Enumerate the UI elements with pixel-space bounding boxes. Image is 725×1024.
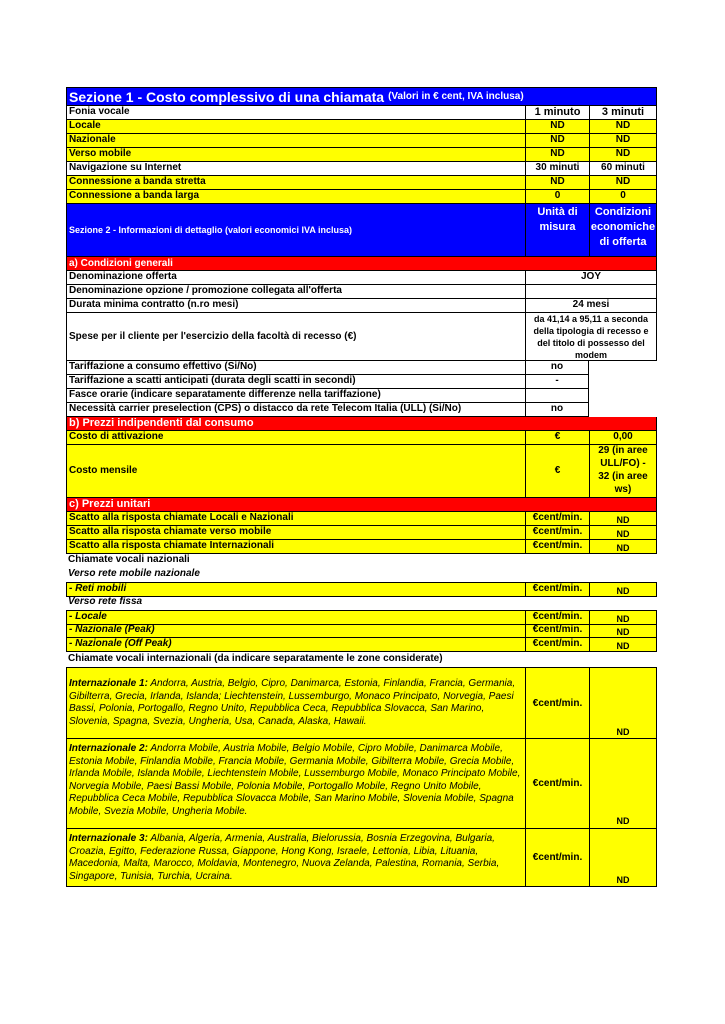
section-2-header bbox=[66, 204, 657, 257]
col-3-minutes: 3 minuti bbox=[589, 106, 657, 120]
internazionale-3-text: Albania, Algeria, Armenia, Australia, Bielorussia, Bosnia Erzegovina, Bulgaria, Croazia, Egitto, Federazione Russa, Giappone, Hong Kong, Israele, Lettonia, Libia, Lituania, Macedonia, Malta, Marocco, Moldavia, Montenegro, Nuova Zelanda, Palestina, Romania, Serbia, Singapore, Tunisia, Turchia, Ucraina. bbox=[69, 833, 500, 882]
attivazione-row bbox=[66, 430, 657, 444]
attivazione-unit: € bbox=[525, 431, 589, 445]
attivazione-value: 0,00 bbox=[589, 431, 657, 445]
fissa-unit: €cent/min. bbox=[525, 611, 589, 625]
scatto-row bbox=[66, 526, 657, 540]
fissa-unit: €cent/min. bbox=[525, 624, 589, 638]
scatto-unit: €cent/min. bbox=[525, 526, 589, 540]
section-1-header bbox=[66, 87, 657, 106]
verso-fissa-heading-row bbox=[66, 596, 657, 610]
cps-empty bbox=[589, 403, 657, 417]
section-1-note: (Valori in € cent, IVA inclusa) bbox=[388, 91, 524, 102]
scatto-value: ND bbox=[589, 512, 657, 526]
internazionale-2-unit: €cent/min. bbox=[525, 739, 589, 828]
tariff-consumo-empty bbox=[589, 361, 657, 375]
fonia-label: Fonia vocale bbox=[66, 106, 525, 120]
fissa-unit: €cent/min. bbox=[525, 638, 589, 652]
nav-header-row bbox=[66, 162, 657, 176]
internazionale-1-unit: €cent/min. bbox=[525, 668, 589, 739]
internazionale-1-value: ND bbox=[589, 668, 657, 739]
tariff-sheet bbox=[66, 87, 657, 887]
fissa-value: ND bbox=[589, 624, 657, 638]
row-value-1: ND bbox=[525, 176, 589, 190]
opzione-row bbox=[66, 285, 657, 299]
fonia-header-row bbox=[66, 106, 657, 120]
mensile-unit: € bbox=[525, 444, 589, 498]
internazionale-1-desc bbox=[66, 668, 525, 739]
fasce-value bbox=[525, 389, 589, 403]
fissa-label: - Locale bbox=[66, 611, 525, 625]
opzione-label: Denominazione opzione / promozione collegata all'offerta bbox=[66, 285, 525, 299]
verso-mobile-heading-row bbox=[66, 568, 657, 582]
denominazione-value: JOY bbox=[525, 271, 657, 285]
row-value-1: 0 bbox=[525, 190, 589, 204]
row-value-2: 0 bbox=[589, 190, 657, 204]
reti-mobili-label: - Reti mobili bbox=[66, 583, 525, 597]
scatto-label: Scatto alla risposta chiamate Internazionali bbox=[66, 540, 525, 554]
cps-row bbox=[66, 403, 657, 417]
row-value-2: ND bbox=[589, 134, 657, 148]
mensile-value: 29 (in aree ULL/FO) - 32 (in aree ws) bbox=[589, 444, 657, 498]
row-value-2: ND bbox=[589, 120, 657, 134]
fissa-label: - Nazionale (Off Peak) bbox=[66, 638, 525, 652]
row-label: Connessione a banda larga bbox=[66, 190, 525, 204]
verso-mobile-heading: Verso rete mobile nazionale bbox=[68, 568, 200, 579]
fonia-row bbox=[66, 148, 657, 162]
spese-label: Spese per il cliente per l'esercizio della facoltà di recesso (€) bbox=[66, 313, 525, 361]
internazionali-heading: Chiamate vocali internazionali (da indicare separatamente le zone considerate) bbox=[68, 653, 443, 664]
scatto-row bbox=[66, 512, 657, 526]
internazionale-2-row bbox=[66, 739, 657, 829]
internazionale-2-label: Internazionale 2: bbox=[69, 743, 148, 754]
nav-row bbox=[66, 190, 657, 204]
durata-label: Durata minima contratto (n.ro mesi) bbox=[66, 299, 525, 313]
tariff-consumo-value: no bbox=[525, 361, 589, 375]
fonia-row bbox=[66, 134, 657, 148]
internazionale-1-label: Internazionale 1: bbox=[69, 678, 148, 689]
tariff-consumo-row bbox=[66, 361, 657, 375]
row-label: Connessione a banda stretta bbox=[66, 176, 525, 190]
fasce-row bbox=[66, 389, 657, 403]
internazionale-2-value: ND bbox=[589, 739, 657, 828]
spese-value: da 41,14 a 95,11 a seconda della tipologia di recesso e del titolo di possesso del modem bbox=[525, 313, 657, 361]
col-60-minutes: 60 minuti bbox=[589, 162, 657, 176]
spese-row bbox=[66, 313, 657, 361]
nazionali-heading-row bbox=[66, 554, 657, 568]
internazionale-3-label: Internazionale 3: bbox=[69, 833, 148, 844]
internazionali-heading-row bbox=[66, 652, 657, 667]
col-1-minute: 1 minuto bbox=[525, 106, 589, 120]
tariff-scatti-value: - bbox=[525, 375, 589, 389]
fissa-row bbox=[66, 638, 657, 652]
reti-mobili-value: ND bbox=[589, 583, 657, 597]
row-label: Locale bbox=[66, 120, 525, 134]
nav-row bbox=[66, 176, 657, 190]
fasce-label: Fasce orarie (indicare separatamente differenze nella tariffazione) bbox=[66, 389, 525, 403]
fonia-row bbox=[66, 120, 657, 134]
tariff-scatti-empty bbox=[589, 375, 657, 389]
nav-label: Navigazione su Internet bbox=[66, 162, 525, 176]
section-b-header: b) Prezzi indipendenti dal consumo bbox=[66, 417, 657, 430]
mensile-row bbox=[66, 444, 657, 498]
row-value-1: ND bbox=[525, 148, 589, 162]
row-label: Verso mobile bbox=[66, 148, 525, 162]
section-1-title: Sezione 1 - Costo complessivo di una chiamata bbox=[69, 88, 385, 105]
internazionale-3-row bbox=[66, 829, 657, 887]
cps-label: Necessità carrier preselection (CPS) o distacco da rete Telecom Italia (ULL) (Si/No) bbox=[66, 403, 525, 417]
scatto-value: ND bbox=[589, 540, 657, 554]
fissa-row bbox=[66, 624, 657, 638]
durata-value: 24 mesi bbox=[525, 299, 657, 313]
fissa-value: ND bbox=[589, 638, 657, 652]
section-c-header: c) Prezzi unitari bbox=[66, 498, 657, 512]
col-condizioni: Condizioni economiche di offerta bbox=[589, 204, 657, 257]
internazionale-1-text: Andorra, Austria, Belgio, Cipro, Danimarca, Estonia, Finlandia, Francia, Germania, Gibilterra, Grecia, Irlanda, Islanda; Liechtenstein, Lussemburgo, Monaco Principato, Norvegia, Paesi Bassi, Polonia, Portogallo, Regno Unito, Repubblica Ceca, Repubblica Slovacca, San Marino, Slovenia, Spagna, Svezia, Ungheria, Usa, Canada, Alaska, Hawaii. bbox=[69, 678, 516, 727]
internazionale-1-row bbox=[66, 667, 657, 739]
row-value-2: ND bbox=[589, 176, 657, 190]
reti-mobili-row bbox=[66, 582, 657, 596]
attivazione-label: Costo di attivazione bbox=[66, 431, 525, 445]
row-value-1: ND bbox=[525, 120, 589, 134]
internazionale-2-text: Andorra Mobile, Austria Mobile, Belgio Mobile, Cipro Mobile, Danimarca Mobile, Estonia Mobile, Finlandia Mobile, Francia Mobile, Germania Mobile, Gibilterra Mobile, Grecia Mobile, Irlanda Mobile, Islanda Mobile, Liechtenstein Mobile, Lussemburgo Mobile, Monaco Principato Mobile, Norvegia Mobile, Paesi Bassi Mobile, Polonia Mobile, Portogallo Mobile, Regno Unito Mobile, Repubblica Ceca Mobile, Repubblica Slovacca Mobile, San Marino Mobile, Slovenia Mobile, Spagna Mobile, Svezia Mobile, Ungheria Mobile. bbox=[69, 743, 521, 817]
denominazione-label: Denominazione offerta bbox=[66, 271, 525, 285]
fissa-label: - Nazionale (Peak) bbox=[66, 624, 525, 638]
internazionale-3-value: ND bbox=[589, 829, 657, 886]
row-value-2: ND bbox=[589, 148, 657, 162]
nazionali-heading: Chiamate vocali nazionali bbox=[68, 554, 190, 565]
verso-fissa-heading: Verso rete fissa bbox=[68, 596, 143, 607]
internazionale-3-unit: €cent/min. bbox=[525, 829, 589, 886]
reti-mobili-unit: €cent/min. bbox=[525, 583, 589, 597]
scatto-label: Scatto alla risposta chiamate Locali e Nazionali bbox=[66, 512, 525, 526]
row-label: Nazionale bbox=[66, 134, 525, 148]
denominazione-row bbox=[66, 271, 657, 285]
internazionale-2-desc bbox=[66, 739, 525, 828]
tariff-consumo-label: Tariffazione a consumo effettivo (Si/No) bbox=[66, 361, 525, 375]
scatto-unit: €cent/min. bbox=[525, 540, 589, 554]
internazionale-3-desc bbox=[66, 829, 525, 886]
durata-row bbox=[66, 299, 657, 313]
col-30-minutes: 30 minuti bbox=[525, 162, 589, 176]
scatto-value: ND bbox=[589, 526, 657, 540]
section-2-title: Sezione 2 - Informazioni di dettaglio (valori economici IVA inclusa) bbox=[66, 204, 525, 257]
scatto-unit: €cent/min. bbox=[525, 512, 589, 526]
opzione-value bbox=[525, 285, 657, 299]
tariff-scatti-row bbox=[66, 375, 657, 389]
col-unita: Unità di misura bbox=[525, 204, 589, 257]
tariff-scatti-label: Tariffazione a scatti anticipati (durata degli scatti in secondi) bbox=[66, 375, 525, 389]
row-value-1: ND bbox=[525, 134, 589, 148]
fissa-row bbox=[66, 610, 657, 624]
scatto-label: Scatto alla risposta chiamate verso mobile bbox=[66, 526, 525, 540]
fasce-empty bbox=[589, 389, 657, 403]
mensile-label: Costo mensile bbox=[66, 444, 525, 498]
scatto-row bbox=[66, 540, 657, 554]
cps-value: no bbox=[525, 403, 589, 417]
section-a-header: a) Condizioni generali bbox=[66, 257, 657, 271]
fissa-value: ND bbox=[589, 611, 657, 625]
